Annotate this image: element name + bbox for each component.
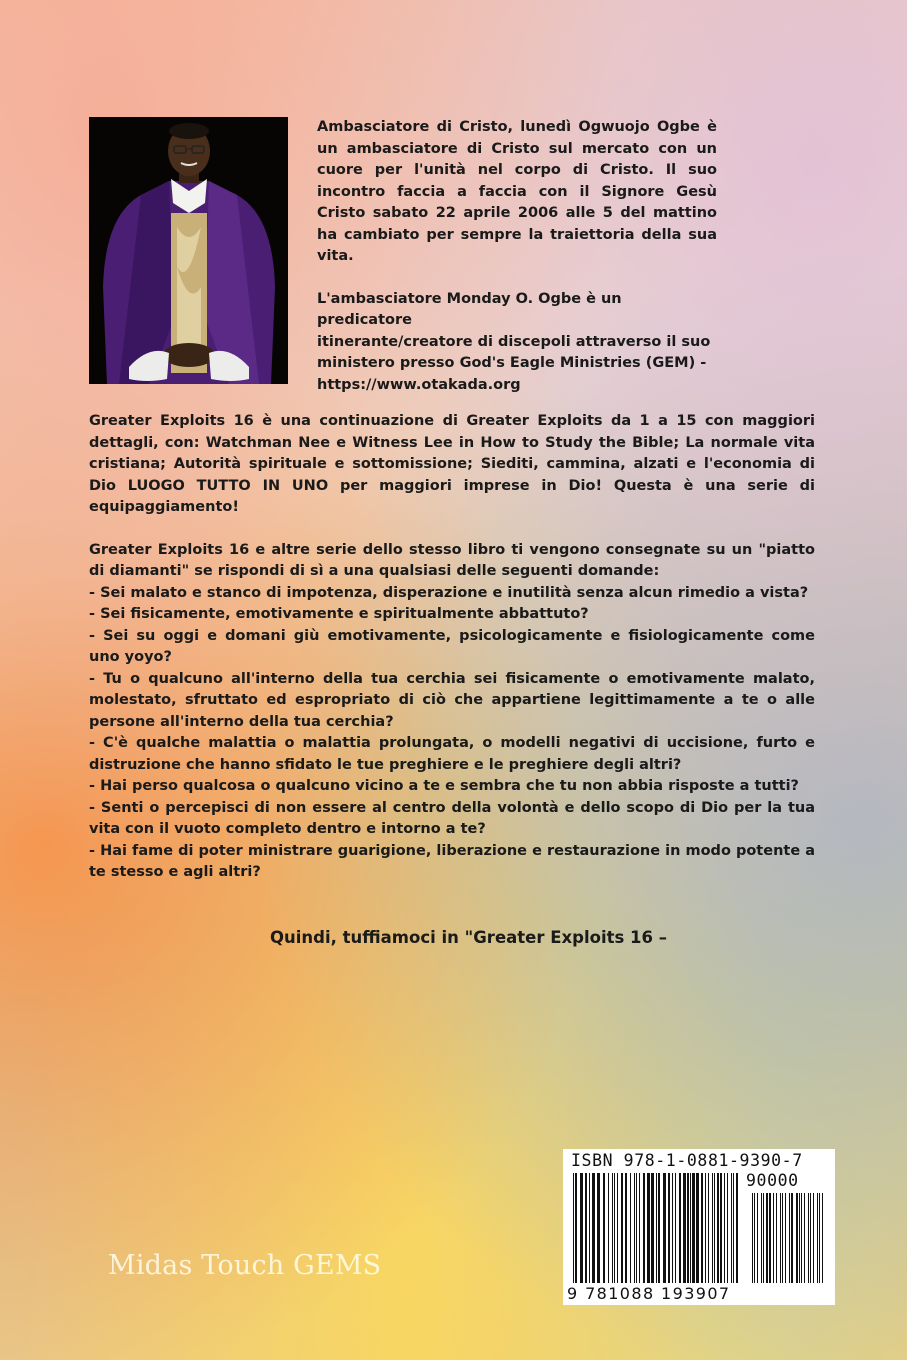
- barcode-bar: [585, 1173, 587, 1283]
- barcode-bar: [791, 1193, 793, 1283]
- author-bio: [317, 117, 717, 396]
- barcode-bar: [804, 1193, 805, 1283]
- barcode-bar: [799, 1193, 800, 1283]
- barcode-bar: [727, 1173, 728, 1283]
- question-item: - C'è qualche malattia o malattia prolungata, o modelli negativi di uccisione, furto e distruzione che hanno sfidato le tue preghiere e le preghiere degli altri?: [89, 735, 815, 773]
- question-item: - Sei fisicamente, emotivamente e spiritualmente abbattuto?: [89, 606, 589, 622]
- barcode-bar: [701, 1173, 703, 1283]
- barcode-bar: [625, 1173, 627, 1283]
- author-photo: [89, 117, 288, 384]
- barcode-bar: [636, 1173, 637, 1283]
- bio-paragraph-2-line-2: itinerante/creatore di discepoli attraverso il suo: [317, 333, 711, 350]
- barcode-bar: [580, 1173, 583, 1283]
- barcode-bar: [679, 1173, 681, 1283]
- barcode-bar: [769, 1193, 771, 1283]
- bio-paragraph-2: [317, 289, 717, 397]
- barcode-bar: [782, 1193, 783, 1283]
- barcode-bar: [736, 1173, 738, 1283]
- barcode-bar: [621, 1173, 623, 1283]
- barcode-bar: [603, 1173, 605, 1283]
- barcode-bar: [796, 1193, 798, 1283]
- question-item: - Sei malato e stanco di impotenza, disperazione e inutilità senza alcun rimedio a vista?: [89, 584, 809, 601]
- barcode-bar: [639, 1173, 640, 1283]
- description-paragraph-2: Greater Exploits 16 e altre serie dello stesso libro ti vengono consegnate su un "piatto di diamanti" se rispondi di sì a una qualsiasi delle seguenti domande:: [89, 541, 815, 579]
- barcode-bar: [634, 1173, 635, 1283]
- barcode-bar: [672, 1173, 673, 1283]
- barcode-bar: [766, 1193, 768, 1283]
- book-description: [89, 411, 815, 884]
- publisher-imprint: Midas Touch GEMS: [108, 1250, 382, 1281]
- ean-digits-text: 9 781088 193907: [567, 1284, 731, 1303]
- question-item: - Senti o percepisci di non essere al centro della volontà e dello scopo di Dio per la tua vita con il vuoto completo dentro e intorno a te?: [89, 799, 815, 837]
- question-item: - Hai fame di poter ministrare guarigione, liberazione e restaurazione in modo potente a te stesso e agli altri?: [89, 842, 815, 880]
- barcode-bar: [810, 1193, 811, 1283]
- barcode-bar: [712, 1173, 713, 1283]
- barcode-bar: [817, 1193, 818, 1283]
- barcode-bar: [658, 1173, 660, 1283]
- description-paragraph-1: Greater Exploits 16 è una continuazione di Greater Exploits da 1 a 15 con maggiori dettagli, con: Watchman Nee e Witness Lee in How to Study the Bible; La normale vita cristiana; Autorità spirituale e sottomissione; Siediti, cammina, alzati e l'economia di Dio LUOGO TUTTO IN UNO per maggiori imprese in Dio! Questa è una serie di equipaggiamento!: [89, 413, 815, 515]
- barcode-bar: [630, 1173, 631, 1283]
- barcode-bar: [717, 1173, 719, 1283]
- barcode-bar: [617, 1173, 618, 1283]
- barcode-bar: [575, 1173, 577, 1283]
- barcode-bar: [720, 1173, 722, 1283]
- barcode-bar: [789, 1193, 790, 1283]
- bio-website-link[interactable]: https://www.otakada.org: [317, 376, 521, 393]
- bio-paragraph-2-line-3: ministero presso God's Eagle Ministries (GEM) -: [317, 355, 707, 371]
- barcode-bar: [780, 1193, 781, 1283]
- barcode-bar: [754, 1193, 755, 1283]
- barcode-bar: [757, 1193, 758, 1283]
- author-portrait-image: [89, 117, 288, 384]
- barcode-bar: [785, 1193, 786, 1283]
- bio-paragraph-2-line-1: L'ambasciatore Monday O. Ogbe è un predicatore: [317, 290, 622, 328]
- barcode-bar: [656, 1173, 657, 1283]
- ean-barcode-bars: [567, 1173, 743, 1283]
- barcode-bar: [690, 1173, 691, 1283]
- isbn-barcode: [563, 1149, 835, 1305]
- barcode-bar: [647, 1173, 650, 1283]
- barcode-bar: [643, 1173, 645, 1283]
- closing-line: Quindi, tuffiamoci in "Greater Exploits 16 –: [269, 928, 668, 947]
- barcode-bar: [733, 1173, 734, 1283]
- barcode-bar: [808, 1193, 809, 1283]
- barcode-bar: [822, 1193, 823, 1283]
- barcode-bar: [714, 1173, 715, 1283]
- question-item: - Sei su oggi e domani giù emotivamente, psicologicamente e fisiologicamente come uno yoyo?: [89, 627, 815, 665]
- barcode-bar: [731, 1173, 732, 1283]
- barcode-bar: [819, 1193, 820, 1283]
- question-item: - Tu o qualcuno all'interno della tua cerchia sei fisicamente o emotivamente malato, molestato, sfruttato ed espropriato di ciò che appartiene legittimamente a te o alle persone all'interno della tua cerchia?: [89, 670, 815, 730]
- barcode-bar: [763, 1193, 764, 1283]
- question-item: - Hai perso qualcosa o qualcuno vicino a te e sembra che tu non abbia risposte a tutti?: [89, 778, 799, 794]
- price-code-text: 90000: [746, 1171, 799, 1190]
- addon-barcode-bars: [746, 1193, 830, 1283]
- barcode-bar: [612, 1173, 613, 1283]
- barcode-bar: [589, 1173, 590, 1283]
- barcode-bar: [608, 1173, 609, 1283]
- barcode-bar: [773, 1193, 774, 1283]
- barcode-bar: [687, 1173, 689, 1283]
- barcode-bar: [776, 1193, 777, 1283]
- barcode-bar: [692, 1173, 695, 1283]
- barcode-bar: [675, 1173, 676, 1283]
- barcode-bar: [663, 1173, 666, 1283]
- barcode-bar: [573, 1173, 574, 1283]
- bio-paragraph-1: Ambasciatore di Cristo, lunedì Ogwuojo Ogbe è un ambasciatore di Cristo sul mercato con un cuore per l'unità nel corpo di Cristo. Il suo incontro faccia a faccia con il Signore Gesù Cristo sabato 22 aprile 2006 alle 5 del mattino ha cambiato per sempre la traiettoria della sua vita.: [317, 119, 717, 264]
- barcode-bar: [683, 1173, 686, 1283]
- barcode-bar: [651, 1173, 654, 1283]
- barcode-bar: [705, 1173, 706, 1283]
- barcode-bar: [597, 1173, 600, 1283]
- isbn-text: ISBN 978-1-0881-9390-7: [571, 1151, 803, 1170]
- barcode-bar: [801, 1193, 802, 1283]
- barcode-bar: [696, 1173, 699, 1283]
- barcode-bar: [614, 1173, 615, 1283]
- barcode-bar: [752, 1193, 753, 1283]
- barcode-bar: [668, 1173, 670, 1283]
- barcode-bar: [724, 1173, 725, 1283]
- barcode-bar: [813, 1193, 814, 1283]
- barcode-bar: [708, 1173, 709, 1283]
- barcode-bar: [592, 1173, 595, 1283]
- barcode-bar: [761, 1193, 762, 1283]
